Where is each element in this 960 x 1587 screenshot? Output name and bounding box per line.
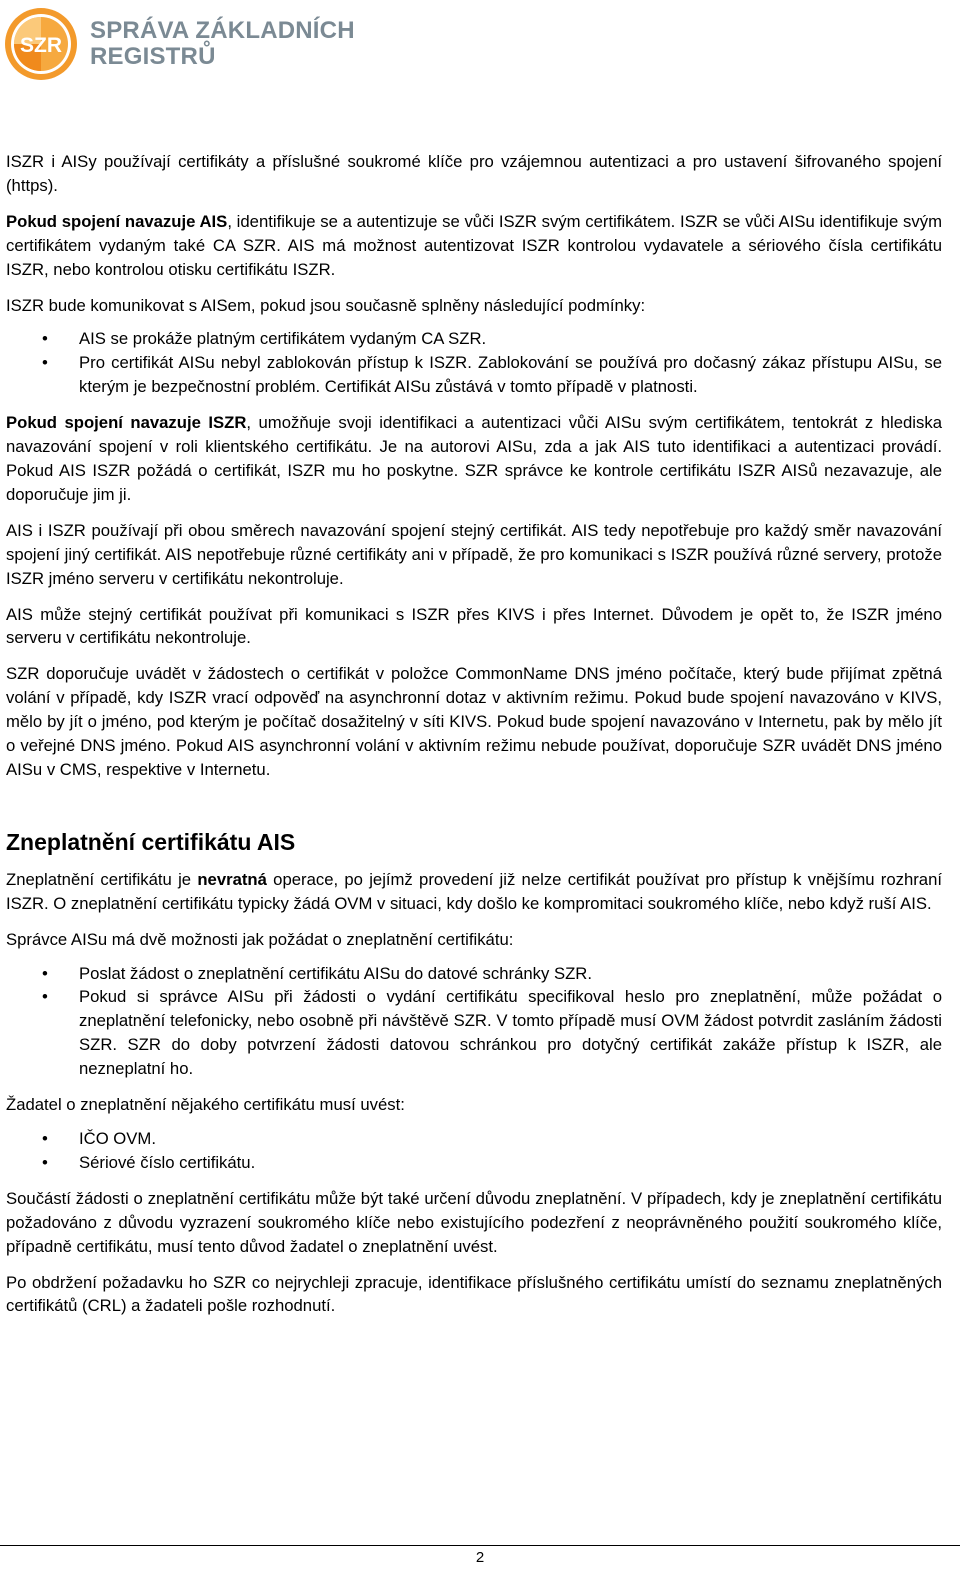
logo-abbrev: SZR <box>20 34 62 57</box>
page-number: 2 <box>475 1549 485 1566</box>
org-name-line1: SPRÁVA ZÁKLADNÍCH <box>90 17 355 44</box>
ais-initiates-text: , identifikuje se a autentizuje se vůči ISZR svým certifikátem. ISZR se vůči AISu identifikuje svým certifikátem vydaným také CA SZR. AIS má možnost autentizovat ISZR kontrolou vydavatele a sériového čísla certifikátu ISZR, nebo kontrolou otisku certifikátu ISZR. <box>6 211 942 279</box>
reason-paragraph: Součástí žádosti o zneplatnění certifikátu může být také určení důvodu zneplatnění. V případech, kdy je zneplatnění certifikátu požadováno z důvodu vyzrazení soukromého klíče nebo existujícího podezření z neoprávněného použití soukromého klíče, případně certifikátu, musí tento důvod žadatel o zneplatnění uvést. <box>6 1188 942 1256</box>
list-item: • AIS se prokáže platným certifikátem vydaným CA SZR. <box>6 327 942 351</box>
list-item: • IČO OVM. <box>6 1127 942 1151</box>
options-list <box>6 962 942 1082</box>
revocation-intro-text-b: operace, po jejímž provedení již nelze certifikát používat pro přístup k vnějšímu rozhraní ISZR. O zneplatnění certifikátu typicky žádá OVM v situaci, kdy došlo ke kompromitaci soukromého klíče, nebo když ruší AIS. <box>6 869 942 913</box>
ais-initiates-bold: Pokud spojení navazuje AIS <box>6 211 228 231</box>
document-body <box>6 150 942 1330</box>
intro-paragraph: ISZR i AISy používají certifikáty a příslušné soukromé klíče pro vzájemnou autentizaci a pro ustavení šifrovaného spojení (https). <box>6 152 942 195</box>
footer-divider <box>0 1545 960 1546</box>
szr-logo-icon <box>4 7 78 81</box>
org-name <box>90 18 355 70</box>
required-list <box>6 1127 942 1175</box>
ais-initiates-paragraph <box>6 210 942 282</box>
revocation-intro-paragraph <box>6 868 942 916</box>
commonname-paragraph: SZR doporučuje uvádět v žádostech o certifikát v položce CommonName DNS jméno počítače, který bude přijímat zpětná volání v případě, kdy ISZR vrací odpověď na asynchronní dotaz v aktivním režimu. Pokud bude spojení navazováno v KIVS, mělo by jít o jméno, pod kterým je počítač dosažitelný v síti KIVS. Pokud bude spojení navazováno v Internetu, pak by mělo jít o veřejné DNS jméno. Pokud AIS asynchronní volání v aktivním režimu nebude používat, doporučuje SZR uvádět DNS jméno AISu v CMS, respektive v Internetu. <box>6 664 942 779</box>
revocation-intro-text-a: Zneplatnění certifikátu je <box>6 869 198 889</box>
list-item: • Pro certifikát AISu nebyl zablokován přístup k ISZR. Zablokování se používá pro dočasný zákaz přístupu AISu, se kterým je bezpečnostní problém. Certifikát AISu zůstává v tomto případě v platnosti. <box>6 351 942 399</box>
revocation-irreversible-bold: nevratná <box>197 869 267 889</box>
list-item: • Poslat žádost o zneplatnění certifikátu AISu do datové schránky SZR. <box>6 962 942 986</box>
org-name-line2: REGISTRŮ <box>90 43 216 70</box>
conditions-intro: ISZR bude komunikovat s AISem, pokud jsou současně splněny následující podmínky: <box>6 295 646 315</box>
iszr-initiates-text: , umožňuje svoji identifikaci a autentizaci vůči AISu svým certifikátem, tentokrát z hlediska navazování spojení v roli klientského certifikátu. Je na autorovi AISu, zda a jak AIS tuto identifikaci a autentizaci provádí. Pokud AIS ISZR požádá o certifikát, ISZR mu ho poskytne. SZR správce ke kontrole certifikátu ISZR AISů nezavazuje, ale doporučuje jim ji. <box>6 413 942 504</box>
kivs-internet-paragraph: AIS může stejný certifikát používat při komunikaci s ISZR přes KIVS i přes Internet. Důvodem je opět to, že ISZR jméno serveru v certifikátu nekontroluje. <box>6 604 942 648</box>
section-spacer <box>6 794 942 828</box>
required-intro: Žadatel o zneplatnění nějakého certifikátu musí uvést: <box>6 1095 405 1115</box>
same-certificate-paragraph: AIS i ISZR používají při obou směrech navazování spojení stejný certifikát. AIS tedy nepotřebuje pro každý směr navazování spojení jiný certifikát. AIS nepotřebuje různé certifikáty ani v případě, že pro komunikaci s ISZR používá různé servery, protože ISZR jméno serveru v certifikátu nekontroluje. <box>6 520 942 588</box>
document-header <box>4 4 355 84</box>
conditions-list <box>6 327 942 399</box>
list-item: • Pokud si správce AISu při žádosti o vydání certifikátu specifikoval heslo pro zneplatnění, může požádat o zneplatnění telefonicky, nebo osobně při návštěvě SZR. V tomto případě musí OVM žádost potvrdit zasláním žádosti SZR. SZR do doby potvrzení žádosti datovou schránkou pro dotyčný certifikát zakáže přístup k ISZR, ale nezneplatní ho. <box>6 985 942 1081</box>
processing-paragraph: Po obdržení požadavku ho SZR co nejrychleji zpracuje, identifikace příslušného certifikátu umístí do seznamu zneplatněných certifikátů (CRL) a žadateli pošle rozhodnutí. <box>6 1272 942 1316</box>
list-item: • Sériové číslo certifikátu. <box>6 1151 942 1175</box>
szr-logo <box>4 7 78 81</box>
section-heading: Zneplatnění certifikátu AIS <box>6 828 296 855</box>
iszr-initiates-paragraph <box>6 411 942 507</box>
iszr-initiates-bold: Pokud spojení navazuje ISZR <box>6 413 247 433</box>
options-intro: Správce AISu má dvě možnosti jak požádat o zneplatnění certifikátu: <box>6 929 514 949</box>
